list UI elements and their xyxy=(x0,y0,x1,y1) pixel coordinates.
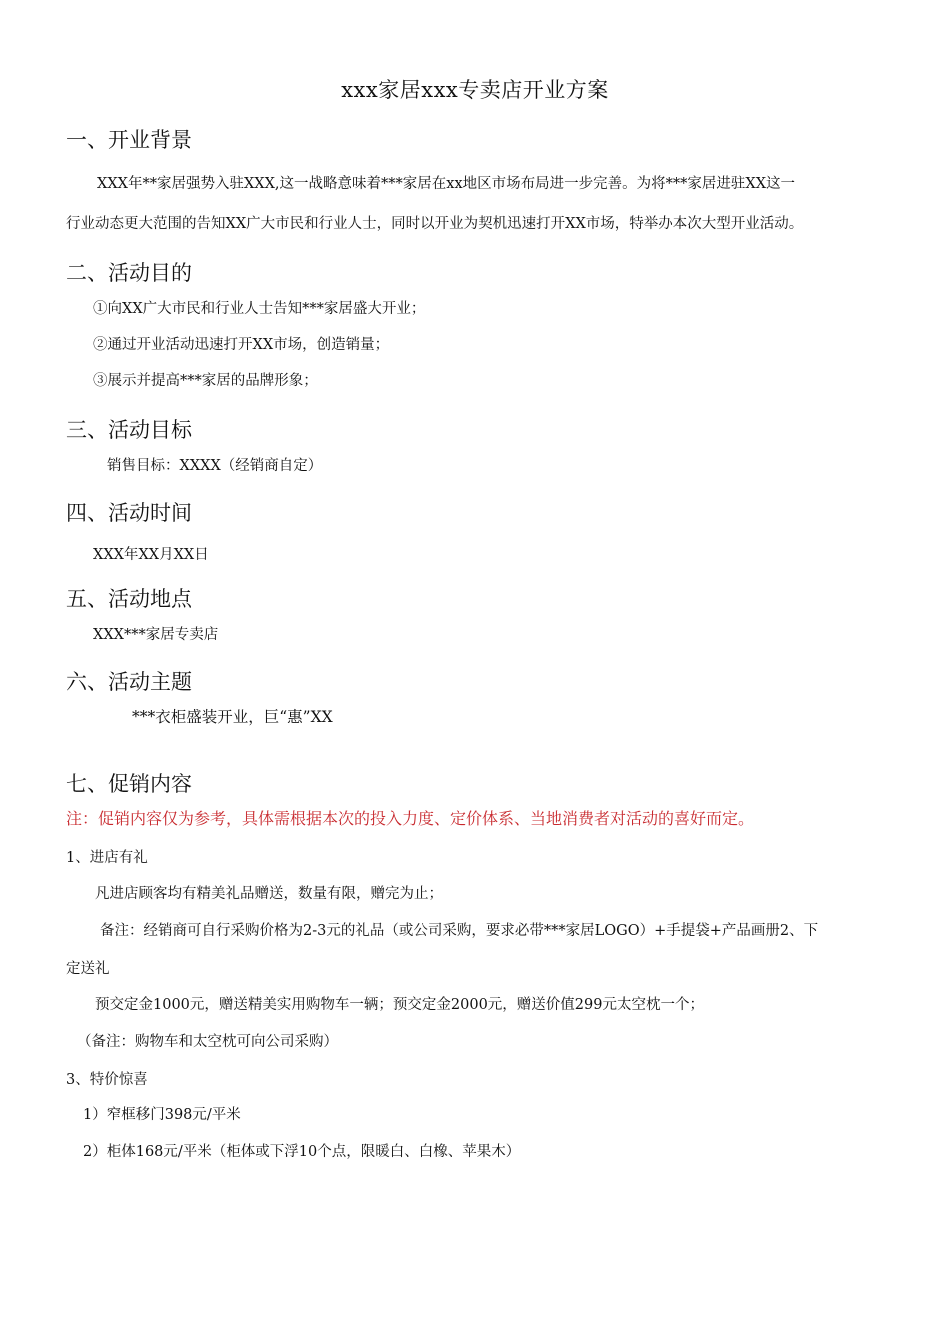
theme-text: ***衣柜盛装开业，巨“惠”XX xyxy=(132,708,333,726)
time-text: XXX年XX月XX日 xyxy=(93,547,209,563)
promo-1-line-2: 备注：经销商可自行采购价格为2-3元的礼品（或公司采购，要求必带***家居LOGO）+手提袋+产品画册2、下 xyxy=(100,923,819,939)
document-title: xxx家居xxx专卖店开业方案 xyxy=(341,78,609,102)
section-heading-background: 一、开业背景 xyxy=(66,128,192,152)
purpose-item-2: ②通过开业活动迅速打开XX市场，创造销量； xyxy=(93,337,390,353)
background-paragraph-line-1: XXX年**家居强势入驻XXX,这一战略意味着***家居在xx地区市场布局进一步完善。为将***家居进驻XX这一 xyxy=(97,176,796,192)
promo-3-item-2: 2）柜体168元/平米（柜体或下浮10个点，限暖白、白橡、苹果木） xyxy=(83,1144,521,1160)
section-heading-theme: 六、活动主题 xyxy=(66,670,192,694)
promotion-note: 注：促销内容仅为参考，具体需根据本次的投入力度、定价体系、当地消费者对活动的喜好而定。 xyxy=(66,809,755,828)
promo-1-line-3: 定送礼 xyxy=(66,961,110,977)
section-heading-promotion: 七、促销内容 xyxy=(66,772,192,796)
background-paragraph-line-2: 行业动态更大范围的告知XX广大市民和行业人士，同时以开业为契机迅速打开XX市场，特举办本次大型开业活动。 xyxy=(66,216,804,232)
purpose-item-3: ③展示并提高***家居的品牌形象； xyxy=(93,373,318,389)
promo-1-line-1: 凡进店顾客均有精美礼品赠送，数量有限，赠完为止； xyxy=(95,886,443,902)
promo-1-line-5: （备注：购物车和太空枕可向公司采购） xyxy=(77,1034,338,1050)
promo-1-line-4: 预交定金1000元，赠送精美实用购物车一辆；预交定金2000元，赠送价值299元太空枕一个； xyxy=(95,997,704,1013)
goal-text: 销售目标：XXXX（经销商自定） xyxy=(107,458,323,474)
promo-3-title: 3、特价惊喜 xyxy=(66,1072,148,1088)
location-text: XXX***家居专卖店 xyxy=(93,627,219,643)
purpose-item-1: ①向XX广大市民和行业人士告知***家居盛大开业； xyxy=(93,301,426,317)
promo-3-item-1: 1）窄框移门398元/平米 xyxy=(83,1107,241,1123)
promo-1-title: 1、进店有礼 xyxy=(66,850,148,866)
section-heading-time: 四、活动时间 xyxy=(66,501,192,525)
section-heading-location: 五、活动地点 xyxy=(66,587,192,611)
section-heading-purpose: 二、活动目的 xyxy=(66,261,192,285)
section-heading-goal: 三、活动目标 xyxy=(66,418,192,442)
